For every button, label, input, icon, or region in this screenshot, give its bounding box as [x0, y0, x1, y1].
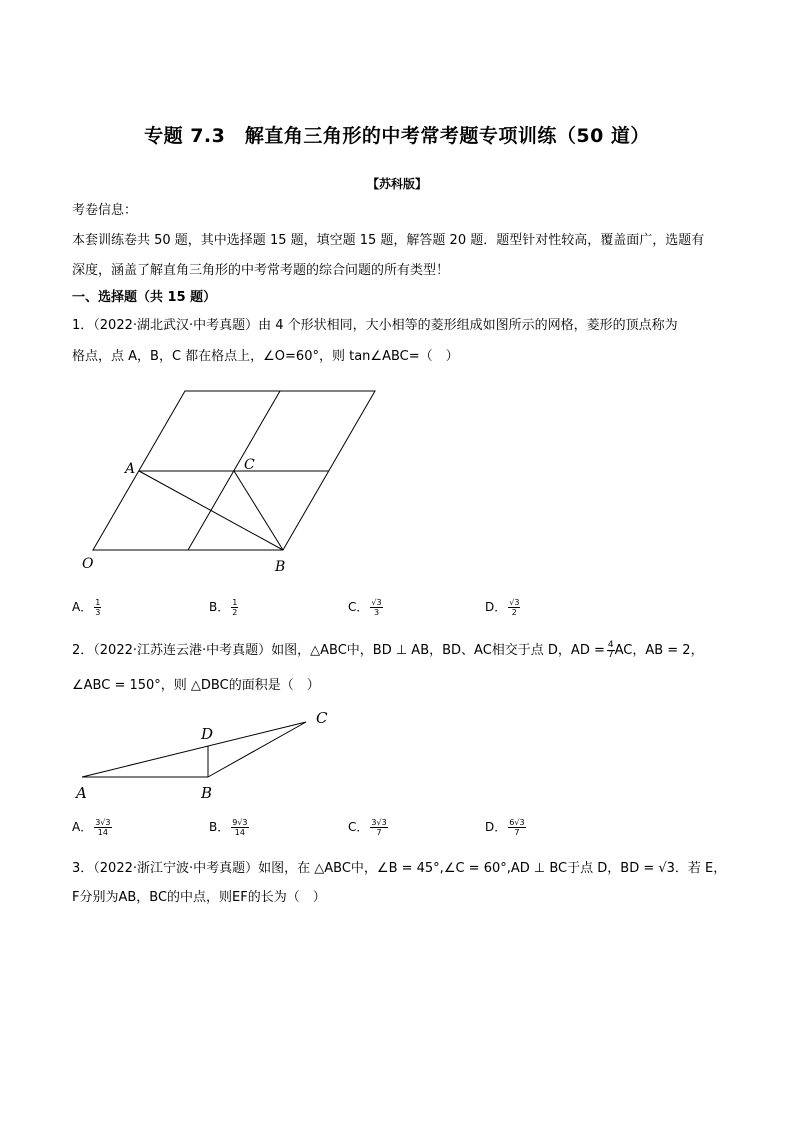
q2-stem-line-2: ∠ABC = 150°，则 △DBC的面积是（ ）: [72, 678, 320, 693]
intro-line-1: 本套训练卷共 50 题，其中选择题 15 题，填空题 15 题，解答题 20 题．题型针对性较高，覆盖面广，选题有: [72, 233, 705, 248]
q2-label-a: A: [76, 784, 87, 802]
q1-option-c[interactable]: C． $\frac{√3}{3}$: [348, 598, 382, 617]
q2-segment-ac: [82, 722, 306, 777]
q1-stem-line-1: 1．（2022·湖北武汉·中考真题）由 4 个形状相同，大小相等的菱形组成如图所示的网格，菱形的顶点称为: [72, 318, 678, 333]
q1-label-b: B: [275, 559, 286, 575]
q2-segment-bc: [208, 722, 306, 777]
q1-option-d[interactable]: D． $\frac{√3}{2}$: [485, 598, 520, 617]
q1-label-o: O: [82, 556, 94, 572]
q2-option-d[interactable]: D． $\frac{6√3}{7}$: [485, 818, 525, 837]
q2-option-b[interactable]: B． $\frac{9√3}{14}$: [209, 818, 248, 837]
section-heading-choice: 一、选择题（共 15 题）: [72, 290, 217, 305]
page-title: 专题 7.3 解直角三角形的中考常考题专项训练（50 道）: [144, 125, 650, 147]
q2-label-c: C: [316, 709, 328, 727]
q2-option-a[interactable]: A． $\frac{3√3}{14}$: [72, 818, 111, 837]
q1-option-b[interactable]: B． $\frac{1}{2}$: [209, 598, 238, 617]
edition-label: 【苏科版】: [366, 177, 427, 191]
q1-label-c: C: [244, 457, 255, 473]
q1-option-a[interactable]: A． $\frac{1}{3}$: [72, 598, 101, 617]
q3-stem-line-1: 3．（2022·浙江宁波·中考真题）如图，在 △ABC中，∠B = 45°,∠C = 60°,AD ⊥ BC于点 D，BD = √3．若 E，: [72, 861, 727, 876]
q1-segment-ab: [139, 471, 283, 550]
q1-rhombus-grid-figure: [78, 385, 388, 575]
intro-line-2: 深度，涵盖了解直角三角形的中考常考题的综合问题的所有类型！: [72, 263, 450, 278]
info-label: 考卷信息：: [72, 203, 138, 218]
q2-label-b: B: [201, 784, 213, 802]
q1-label-a: A: [125, 461, 136, 477]
q2-triangle-figure: [70, 705, 340, 805]
q2-label-d: D: [201, 725, 214, 743]
q1-stem-line-2: 格点，点 A，B，C 都在格点上，∠O=60°，则 tan∠ABC=（ ）: [72, 349, 459, 364]
q3-stem-line-2: F分别为AB，BC的中点，则EF的长为（ ）: [72, 890, 326, 905]
q2-option-c[interactable]: C． $\frac{3√3}{7}$: [348, 818, 387, 837]
q1-segment-cb: [234, 471, 283, 550]
q2-stem-line-1: 2．（2022·江苏连云港·中考真题）如图，△ABC中，BD ⊥ AB，BD、AC相交于点 D，AD = $\frac{4}{7}$ AC，AB = 2，: [72, 640, 704, 660]
